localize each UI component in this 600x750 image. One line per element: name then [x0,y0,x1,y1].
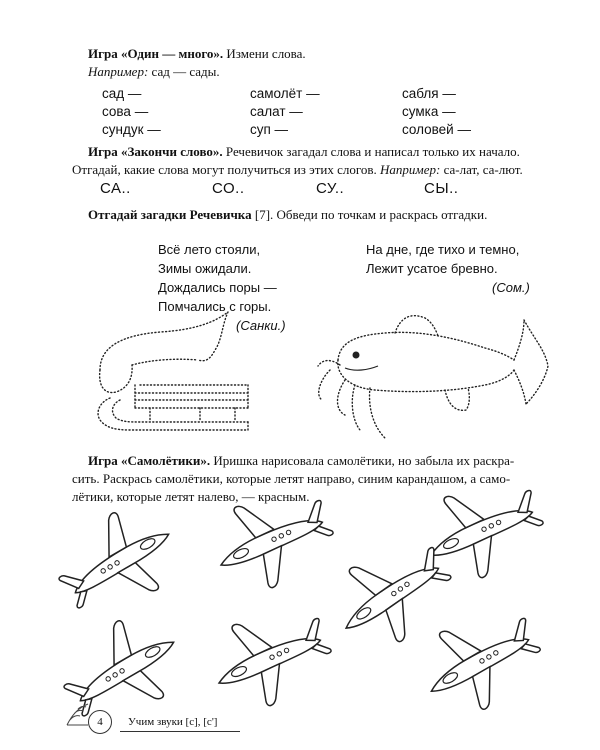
riddle-left-answer: (Санки.) [236,318,286,333]
riddle-line: Дождались поры — [158,280,277,295]
game1-title: Игра «Один — много». [88,46,224,61]
page-number-text: 4 [97,716,103,728]
syllable: СУ.. [316,180,345,197]
word-item: соловей — [402,122,471,137]
word-item: салат — [250,104,303,119]
riddle-line: Помчались с горы. [158,299,272,314]
riddle-right-answer: (Сом.) [492,280,530,295]
riddle-line: Лежит усатое бревно. [366,261,498,276]
airplane[interactable] [408,592,554,727]
word-item: самолёт — [250,86,320,101]
airplane[interactable] [201,473,345,603]
riddle-line: Зимы ожидали. [158,261,252,276]
word-item: суп — [250,122,289,137]
game3-title: Игра «Самолётики». [88,453,211,468]
game2-line1: Речевичок загадал слова и написал только их начало. [222,144,520,159]
word-item: сад — [102,86,142,101]
riddles-title: Отгадай загадки Речевичка [88,207,252,222]
page-number [88,710,112,734]
game1-instruction: Измени слова. [223,46,306,61]
syllable: СА.. [100,180,131,197]
footer-section-title: Учим звуки [с], [с'] [128,716,218,728]
syllable: СО.. [212,180,245,197]
airplane[interactable] [44,494,190,629]
game3-line3: лётики, которые летят налево, — красным. [72,489,310,504]
footer-rule [120,731,240,732]
riddle-line: Всё лето стояли, [158,242,261,257]
word-item: сумка — [402,104,456,119]
game2-example-label: Например: [380,162,441,177]
airplane[interactable] [199,591,343,721]
game2-example: са-лат, са-лют. [440,162,523,177]
word-item: сундук — [102,122,161,137]
game1-example-text: сад — сады. [148,64,220,79]
game2-line2: Отгадай, какие слова могут получиться из этих слогов. [72,162,377,177]
word-item: сова — [102,104,149,119]
syllable: СЫ.. [424,180,459,197]
game1-example-label: Например: [88,64,149,79]
game3-line2: сить. Раскрась самолётики, которые летят направо, синим карандашом, а само- [72,471,511,486]
word-item: сабля — [402,86,456,101]
riddle-line: На дне, где тихо и темно, [366,242,520,257]
riddles-instruction: [7]. Обведи по точкам и раскрась отгадки. [251,207,488,222]
game3-line1: Иришка нарисовала самолётики, но забыла их раскра- [210,453,515,468]
game2-title: Игра «Закончи слово». [88,144,223,159]
